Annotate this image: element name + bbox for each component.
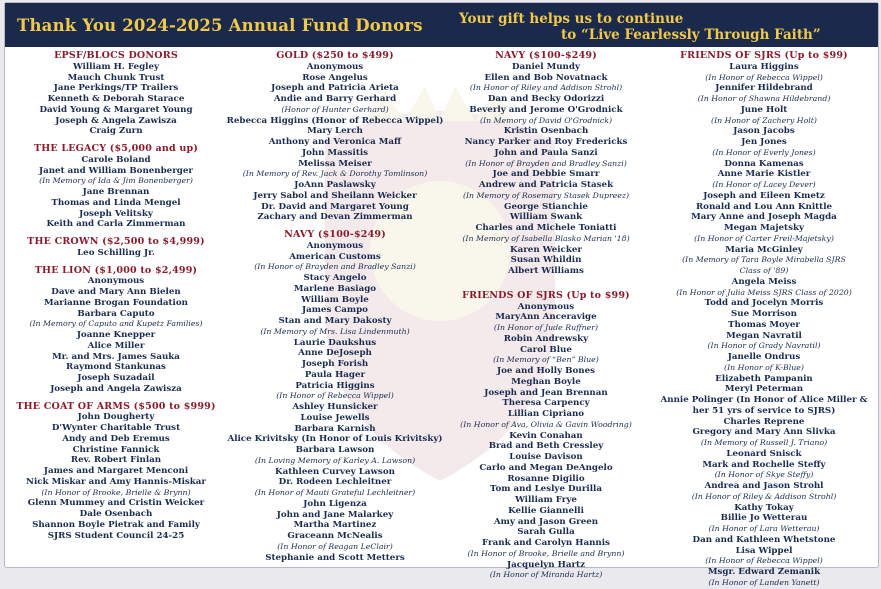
donor-name: Joseph Velitsky [79,208,153,219]
donor-name: Sue Morrison [730,309,797,319]
donor-name: Mauch Chunk Trust [67,72,165,83]
donor-name: William Boyle [301,294,369,305]
donor-sheet [4,2,879,587]
tribute-note: (In Honor of Lacey Dever) [712,180,816,189]
donor-name: Raymond Stankunas [66,362,166,373]
donor-name: Joseph Forish [301,359,369,369]
donor-name: Angela Meiss [731,276,797,287]
donor-name: Joseph and Jean Brennan [484,387,608,398]
donor-name: John Massitis [301,147,369,158]
donor-column-3 [451,51,641,581]
tribute-note: (In Honor of Reagan LeClair) [277,541,393,551]
donor-name: Joseph and Eileen Kmetz [703,190,825,201]
donor-name: American Customs [289,251,381,262]
donor-name: Dan and Becky Odorizzi [487,94,605,104]
section-heading: THE CROWN ($2,500 to $4,999) [27,236,205,247]
donor-name: Zachary and Devan Zimmerman [257,212,413,223]
donor-name: Mr. and Mrs. James Sauka [52,351,180,362]
donor-name: Glenn Mummey and Cristin Weicker [27,498,205,509]
donor-name: Andy and Deb Eremus [62,433,170,444]
section-heading: FRIENDS OF SJRS (Up to $99) [680,50,848,61]
donor-name: Jacquelyn Hartz [507,559,585,570]
donor-name: Anonymous [87,276,145,287]
donor-name: Billie Jo Wetterau [720,513,808,524]
donor-name: Meryl Peterman [724,384,804,395]
donor-name: her 51 yrs of service to SJRS) [692,405,836,416]
donor-name: Karen Weicker [510,244,582,255]
donor-column-4 [659,51,869,589]
tribute-note: (In Memory of David O'Grodnick) [479,115,613,125]
donor-name: Stan and Mary Dakosty [278,316,392,326]
tagline-line-2: to “Live Fearlessly Through Faith” [561,27,821,43]
donor-name: Msgr. Edward Zemanik [707,567,821,577]
donor-name: Graceann McNealis [287,531,383,541]
donor-name: Dr. David and Margaret Young [261,201,409,212]
donor-name: D'Wynter Charitable Trust [51,423,181,433]
donor-name: David Young & Margaret Young [39,104,193,115]
donor-name: Joe and Holly Bones [496,366,596,376]
tribute-note: (In Memory of Mrs. Lisa Lindenmuth) [260,326,410,336]
tribute-note: (In Honor of Landen Yanett) [708,577,820,587]
donor-name: Dan and Kathleen Whetstone [692,534,836,545]
donor-name: Kellie Giannelli [508,505,584,516]
section-spacer [451,277,641,284]
donor-name: Barbara Caputo [77,308,155,319]
donor-name: Shannon Boyle Pietrak and Family [32,519,200,530]
donor-name: Anne DeJoseph [298,348,372,359]
donor-name: Jane Perkings/TP Trailers [53,83,179,94]
donor-name: Rev. Robert Finlan [70,455,162,466]
donor-name: Anonymous [306,61,364,72]
tagline-line-1: Your gift helps us to continue [459,11,684,27]
donor-name: June Holt [740,104,788,115]
donor-name: Kathleen Curvey Lawson [275,466,395,477]
donor-name: Kevin Conahan [509,430,583,441]
donor-name: Andrew and Patricia Stasek [478,180,614,190]
donor-name: William Frye [515,495,577,505]
tribute-note: (In Honor of K-Blue) [724,362,804,372]
tribute-note: (In Honor of Rebecca Wippel) [276,391,394,401]
tribute-note: (In Memory of Isabella Blasko Marian '18) [462,233,630,243]
donor-name: Mary Anne and Joseph Magda [691,212,837,223]
donor-name: Janet and William Bonenberger [39,165,193,176]
donor-name: Charles and Michele Toniatti [475,223,617,233]
donor-name: Rebecca Higgins (Honor of Rebecca Wippel) [226,115,444,126]
donor-name: Stacy Angelo [303,273,367,283]
donor-name: George Stianchie [504,201,588,212]
donor-name: Andrea and Jason Strohl [704,481,824,491]
donor-name: Sarah Gulla [517,527,575,538]
tribute-note: (In Honor of Zachery Holt) [711,115,817,125]
donor-name: Laurie Daukshus [293,337,377,348]
donor-name: Kristin Osenbach [503,126,589,137]
donor-name: Carlo and Megan DeAngelo [479,462,613,473]
donor-name: Carole Boland [81,154,151,165]
donor-name: Frank and Carolyn Hannis [482,538,610,548]
donor-name: Leonard Snisck [726,448,802,459]
donor-name: Alice Krivitsky (In Honor of Louis Krivitsky) [227,434,443,445]
tribute-note: (In Honor of Riley and Addison Strohl) [469,83,623,93]
tribute-note: Class of '89) [739,266,789,275]
donor-name: Joseph Suzadail [77,373,155,383]
donor-name: Jerry Sabol and Sheilann Weicker [253,190,417,201]
section-heading: THE LION ($1,000 to $2,499) [34,264,198,276]
donor-name: Donna Kamenas [724,158,804,169]
donor-name: Jane Brennan [82,187,150,197]
donor-name: Laura Higgins [729,61,799,72]
section-heading: THE COAT OF ARMS ($500 to $999) [16,400,216,412]
header-banner [5,3,878,47]
donor-name: Kenneth & Deborah Starace [47,94,185,104]
tribute-note: (In Memory of Rev. Jack & Dorothy Tomlinson) [242,169,428,179]
section-heading: GOLD ($250 to $499) [276,50,394,61]
donor-name: Melissa Meiser [298,158,372,169]
tribute-note: (In Honor of Brayden and Bradley Sanzi) [465,158,627,168]
donor-name: James Campo [302,305,368,316]
donor-name: Megan Navratil [726,330,802,341]
donor-name: Susan Whildin [510,255,582,266]
donor-name: Barbara Lawson [295,445,375,455]
donor-name: Janelle Ondrus [727,352,801,362]
tribute-note: (In Honor of Mauti Grateful Lechleitner) [254,488,416,497]
section-heading: EPSF/BLOCS DONORS [54,50,178,61]
donor-name: Ashley Hunsicker [292,402,378,412]
tribute-note: (In Honor of Carter Freil-Majetsky) [694,233,834,243]
donor-name: Rose Angelus [302,72,368,83]
donor-name: Jason Jacobs [733,126,795,137]
tribute-note: (In Honor of Riley & Addison Strohl) [691,491,837,501]
donor-name: JoAnn Paslawsky [294,180,376,190]
section-heading: FRIENDS OF SJRS (Up to $99) [462,289,630,301]
donor-name: Mary Lerch [307,126,363,137]
donor-name: John and Paula Sanzi [494,147,598,158]
donor-name: Joseph and Patricia Arieta [271,83,399,94]
donor-name: Louise Jewells [300,412,370,423]
tribute-note: (In Honor of Rebecca Wippel) [705,556,823,566]
donor-name: Craig Zurn [89,126,143,137]
donor-name: Dr. Rodeen Lechleitner [278,477,392,488]
donor-name: Lillian Cipriano [507,409,585,419]
donor-name: Marianne Brogan Foundation [44,297,188,308]
donor-column-1 [13,51,219,541]
tribute-note: (In Honor of Brooke, Brielle & Brynn) [41,487,191,497]
donor-name: Carol Blue [520,344,572,355]
donor-name: William H. Fegley [72,61,160,72]
donor-name: Anonymous [306,240,364,251]
donor-column-2 [219,51,451,563]
donor-name: Jennifer Hildebrand [715,83,813,94]
donor-name: Annie Polinger (In Honor of Alice Miller & [660,395,868,405]
donor-name: Thomas Moyer [728,319,800,330]
donor-name: Theresa Carpency [502,398,590,409]
donor-name: Anne Marie Kistler [717,169,811,180]
tribute-note: (In Memory of Russell J. Triano) [700,438,828,447]
donor-name: Patricia Higgins [295,380,375,391]
tribute-note: (In Honor of Everly Jones) [712,147,816,157]
donor-name: Ellen and Bob Novatnack [484,72,608,83]
tribute-note: (In Honor of Julia Meiss SJRS Class of 2020) [676,287,852,297]
donor-name: Paula Hager [304,369,366,380]
donor-name: Ronald and Lou Ann Knittle [695,201,833,212]
donor-name: Martha Martinez [293,520,377,531]
donor-name: Barbara Karnish [294,423,376,434]
donor-name: Mark and Rochelle Steffy [702,459,826,470]
tribute-note: (In Honor of Ava, Olivia & Gavin Woodring) [460,419,632,429]
donor-name: Marlene Basiago [293,283,377,294]
section-heading: NAVY ($100-$249) [284,229,386,240]
donor-name: Jen Jones [741,137,787,147]
donor-name: Thomas and Linda Mengel [51,197,181,208]
donor-name: Leo Schilling Jr. [77,247,155,258]
donor-name: John and Jane Malarkey [276,509,394,520]
donor-name: Kathy Tokay [734,502,794,513]
donor-name: Gregory and Mary Ann Slivka [692,427,836,438]
tribute-note: (In Honor of Miranda Hartz) [489,570,603,580]
donor-name: Louise Davison [509,452,583,462]
donor-name: Elizabeth Pampanin [715,373,813,384]
donor-name: Tom and Leslye Durilla [490,484,602,495]
page-title: Thank You 2024-2025 Annual Fund Donors [17,16,423,35]
donor-name: SJRS Student Council 24-25 [47,530,185,541]
tribute-note: (In Memory of Tara Boyle Mirabella SJRS [682,255,846,265]
donor-name: Albert Williams [508,266,584,276]
tribute-note: (In Honor of Brayden and Bradley Sanzi) [254,262,416,272]
tribute-note: (In Memory of Ida & Jim Bonenberger) [39,176,193,186]
section-heading: THE LEGACY ($5,000 and up) [33,143,199,154]
section-heading: NAVY ($100-$249) [495,50,597,61]
tribute-note: (In Honor of Jude Ruffner) [493,323,599,332]
donor-name: James and Margaret Menconi [43,466,189,476]
donor-name: John Ligenza [303,498,367,509]
donor-name: Brad and Beth Cressley [488,441,604,452]
donor-name: Dave and Mary Ann Bielen [51,287,181,297]
donor-name: Keith and Carla Zimmerman [46,219,186,230]
donor-name: Andie and Barry Gerhard [273,94,397,104]
tribute-note: (Honor of Hunter Gerhard) [281,104,389,114]
donor-name: Nancy Parker and Roy Fredericks [464,137,628,147]
donor-name: Maria McGinley [725,244,803,255]
donor-name: Stephanie and Scott Metters [265,552,405,563]
donor-name: Alice Miller [87,340,145,351]
donor-name: Robin Andrewsky [503,333,589,344]
tribute-note: (In Honor of Grady Navratil) [707,341,821,351]
tribute-note: (In Honor of Shawna Hildebrand) [697,94,831,103]
tribute-note: (In Honor of Brooke, Brielle and Brynn) [467,548,625,558]
donor-name: John Dougherty [77,412,155,423]
donor-name: Anthony and Veronica Maff [268,137,402,147]
tribute-note: (In Memory of “Ben” Blue) [493,355,599,365]
donor-name: Rosanne Digilio [507,473,585,484]
tribute-note: (In Honor of Skye Steffy) [714,470,814,480]
donor-name: Todd and Jocelyn Morris [704,298,824,309]
donor-name: Anonymous [517,301,575,312]
donor-name: William Swank [509,212,583,223]
donor-name: Christine Fannick [72,444,160,455]
tribute-note: (In Memory of Caputo and Kupetz Families) [29,319,203,329]
donor-name: Joe and Debbie Smarr [492,169,600,180]
donor-name: Joanne Knepper [76,330,156,340]
donor-name: Amy and Jason Green [493,516,599,527]
tribute-note: (In Honor of Rebecca Wippel) [705,72,823,82]
donor-name: Megan Majetsky [723,223,805,233]
donor-name: Lisa Wippel [735,545,793,556]
donor-name: Beverly and Jerome O'Grodnick [469,104,623,115]
donor-name: Joseph and Angela Zawisza [50,383,182,394]
donor-name: Nick Miskar and Amy Hannis-Miskar [26,476,206,487]
donor-name: Charles Reprene [723,416,805,427]
donor-name: Daniel Mundy [511,61,580,72]
donor-name: MaryAnn Anceravige [495,312,597,323]
tribute-note: (In Honor of Lara Wetterau) [708,524,820,533]
tribute-note: (In Loving Memory of Karley A. Lawson) [254,455,416,465]
donor-name: Dale Osenbach [79,509,153,519]
donor-name: Meghan Boyle [511,376,581,387]
donor-name: Joseph & Angela Zawisza [55,115,177,126]
tribute-note: (In Memory of Rosemary Stasek Dupreez) [462,190,630,200]
